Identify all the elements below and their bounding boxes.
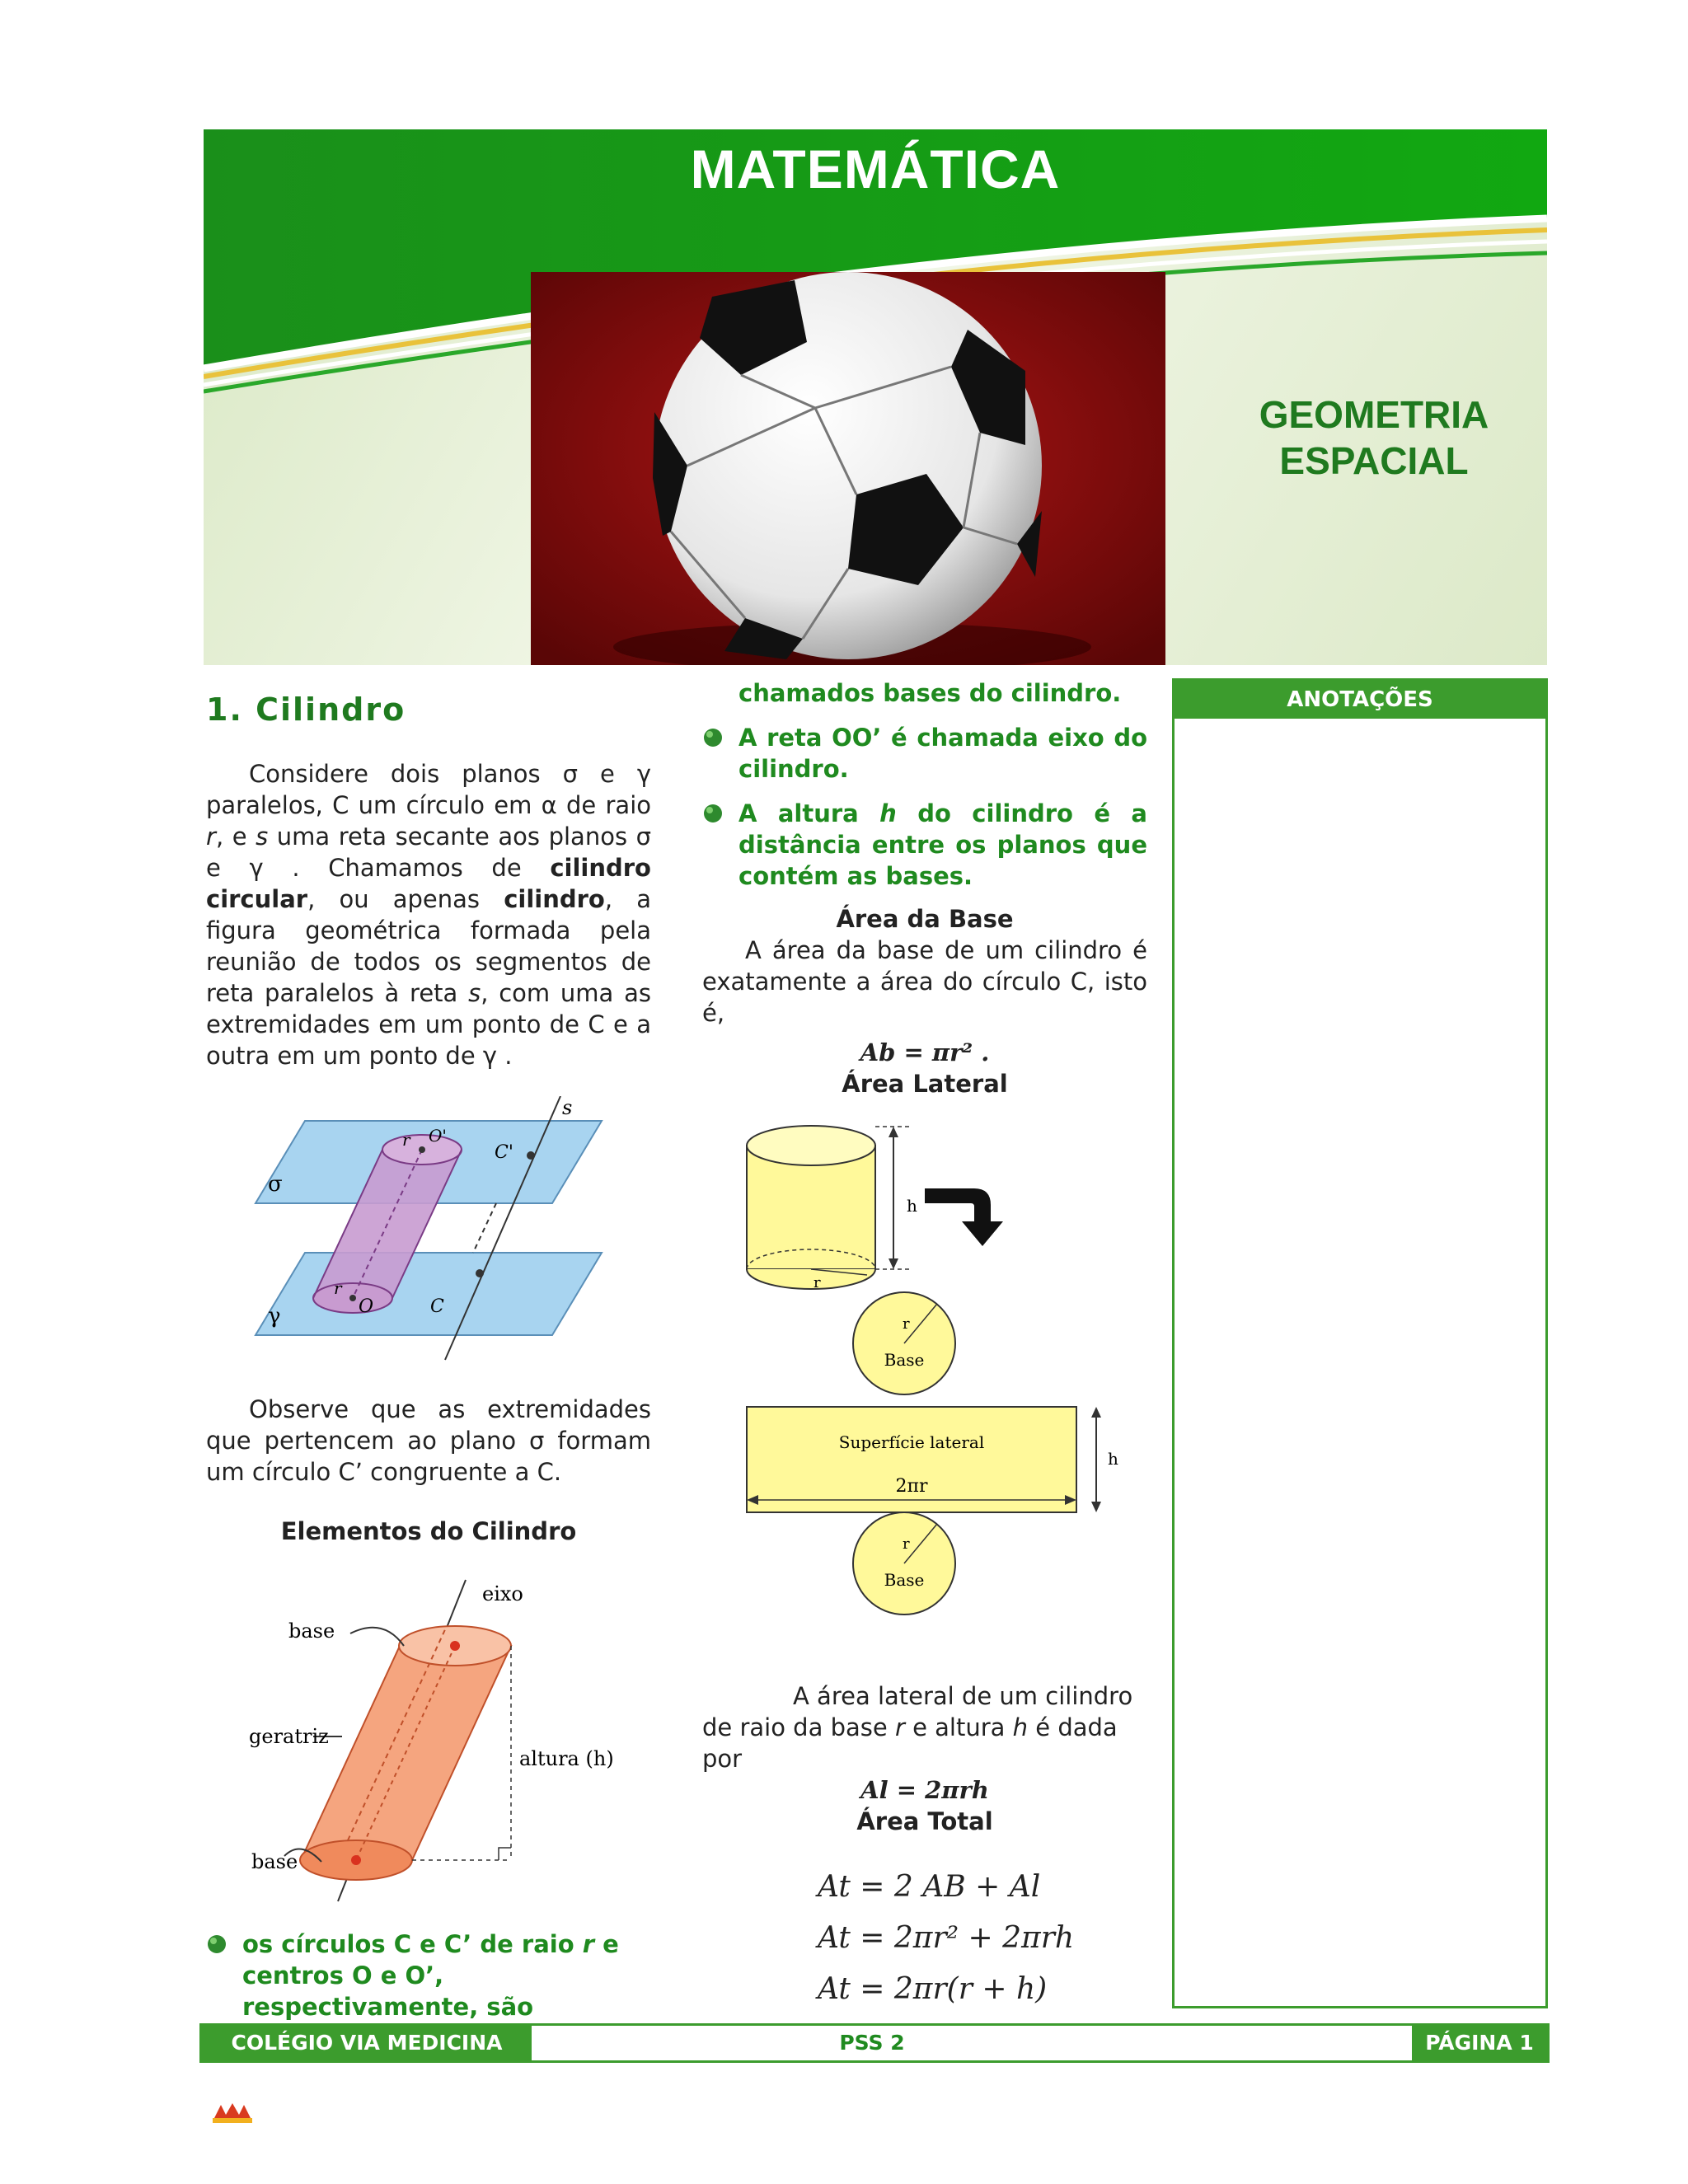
footer-bar — [199, 2023, 1550, 2063]
label-geratriz: geratriz — [249, 1725, 329, 1748]
label-base-bottom: base — [251, 1850, 298, 1873]
label-base-top: base — [288, 1619, 335, 1643]
annotations-title: ANOTAÇÕES — [1175, 681, 1545, 719]
green-bullet-icon — [702, 727, 724, 748]
label-base2: Base — [884, 1570, 925, 1590]
label-sigma: σ — [268, 1172, 283, 1197]
formula-total-3: At = 2πr(r + h) — [818, 1972, 1048, 2006]
formula-total-1: At = 2 AB + Al — [818, 1870, 1041, 1904]
area-base-title: Área da Base — [836, 905, 1014, 933]
label-eixo: eixo — [482, 1582, 523, 1605]
label-C: C — [430, 1296, 444, 1317]
subject-title: MATEMÁTICA — [690, 138, 1061, 199]
label-r-top: r — [402, 1130, 410, 1150]
annotations-box[interactable] — [1172, 678, 1548, 2008]
label-r-cyl: r — [814, 1274, 821, 1291]
topic-line-2: ESPACIAL — [1279, 439, 1469, 482]
label-s: s — [562, 1096, 573, 1119]
label-gamma: γ — [268, 1304, 281, 1329]
area-lateral-title: Área Lateral — [842, 1070, 1008, 1098]
cylinder-elements-figure — [206, 1563, 651, 1918]
label-base1: Base — [884, 1350, 925, 1370]
label-O-prime: O' — [429, 1126, 447, 1146]
label-lateral: Superfície lateral — [838, 1432, 985, 1452]
formula-total-2: At = 2πr² + 2πrh — [818, 1921, 1075, 1955]
observe-paragraph: Observe que as extremidades que pertencem ao plano σ formam um círculo C’ congruente a C. — [206, 1395, 651, 1486]
label-O: O — [359, 1296, 374, 1317]
bullet-altura-text: A altura h do cilindro é a distância entre os planos que contém as bases. — [738, 799, 1147, 890]
bullet-bases — [206, 1929, 651, 2022]
area-total-formulas — [702, 1862, 1147, 2015]
footer-page-number: PÁGINA 1 — [1412, 2026, 1547, 2060]
intro-paragraph: Considere dois planos σ e γ paralelos, C um círculo em α de raio r, e s uma reta secante aos planos σ e γ . Chamamos de cilindro circular, ou apenas cilindro, a figura geométrica formada pela reunião de todos os segmentos de reta paralelos à reta s, com uma as extremidades em um ponto de C e a outra em um ponto de γ . — [206, 760, 651, 1070]
formula-area-base: Ab = πr² . — [860, 1038, 990, 1066]
footer-school: COLÉGIO VIA MEDICINA — [202, 2026, 532, 2060]
label-r-base2: r — [903, 1535, 910, 1553]
column-left — [206, 684, 651, 2022]
label-altura: altura (h) — [519, 1747, 614, 1770]
topic-title — [1226, 391, 1522, 484]
section-title: 1. Cilindro — [206, 691, 406, 728]
label-r-bottom: r — [334, 1278, 342, 1298]
area-total-title: Área Total — [856, 1807, 993, 1835]
cylinder-planes-figure — [206, 1096, 651, 1368]
green-bullet-icon — [702, 803, 724, 824]
bullet-altura — [702, 798, 1147, 892]
school-logo-icon — [209, 2100, 256, 2125]
area-lateral-text: A área lateral de um cilindro de raio da base r e altura h é dada por — [702, 1682, 1133, 1773]
label-C-prime: C' — [495, 1142, 513, 1163]
cylinder-net-figure — [702, 1114, 1147, 1642]
bullet-eixo-text: A reta OO’ é chamada eixo do cilindro. — [738, 724, 1147, 783]
header-banner — [204, 129, 1547, 665]
label-2pir: 2πr — [895, 1476, 928, 1497]
label-r-base1: r — [903, 1315, 910, 1333]
label-h-top: h — [907, 1196, 917, 1216]
bases-continuation: chamados bases do cilindro. — [738, 679, 1122, 707]
green-bullet-icon — [206, 1933, 227, 1955]
label-h-lateral: h — [1108, 1449, 1118, 1469]
column-middle — [702, 677, 1147, 2015]
topic-line-1: GEOMETRIA — [1259, 393, 1489, 436]
bullet-eixo — [702, 722, 1147, 785]
soccer-ball-photo — [531, 272, 1165, 665]
footer-exam: PSS 2 — [839, 2031, 905, 2055]
bullet-bases-text: os círculos C e C’ de raio r e centros O e O’, respectivamente, são — [242, 1930, 619, 2021]
elements-title: Elementos do Cilindro — [280, 1517, 577, 1545]
formula-area-lateral: Al = 2πrh — [860, 1776, 989, 1804]
area-base-text: A área da base de um cilindro é exatamente a área do círculo C, isto é, — [702, 936, 1147, 1027]
